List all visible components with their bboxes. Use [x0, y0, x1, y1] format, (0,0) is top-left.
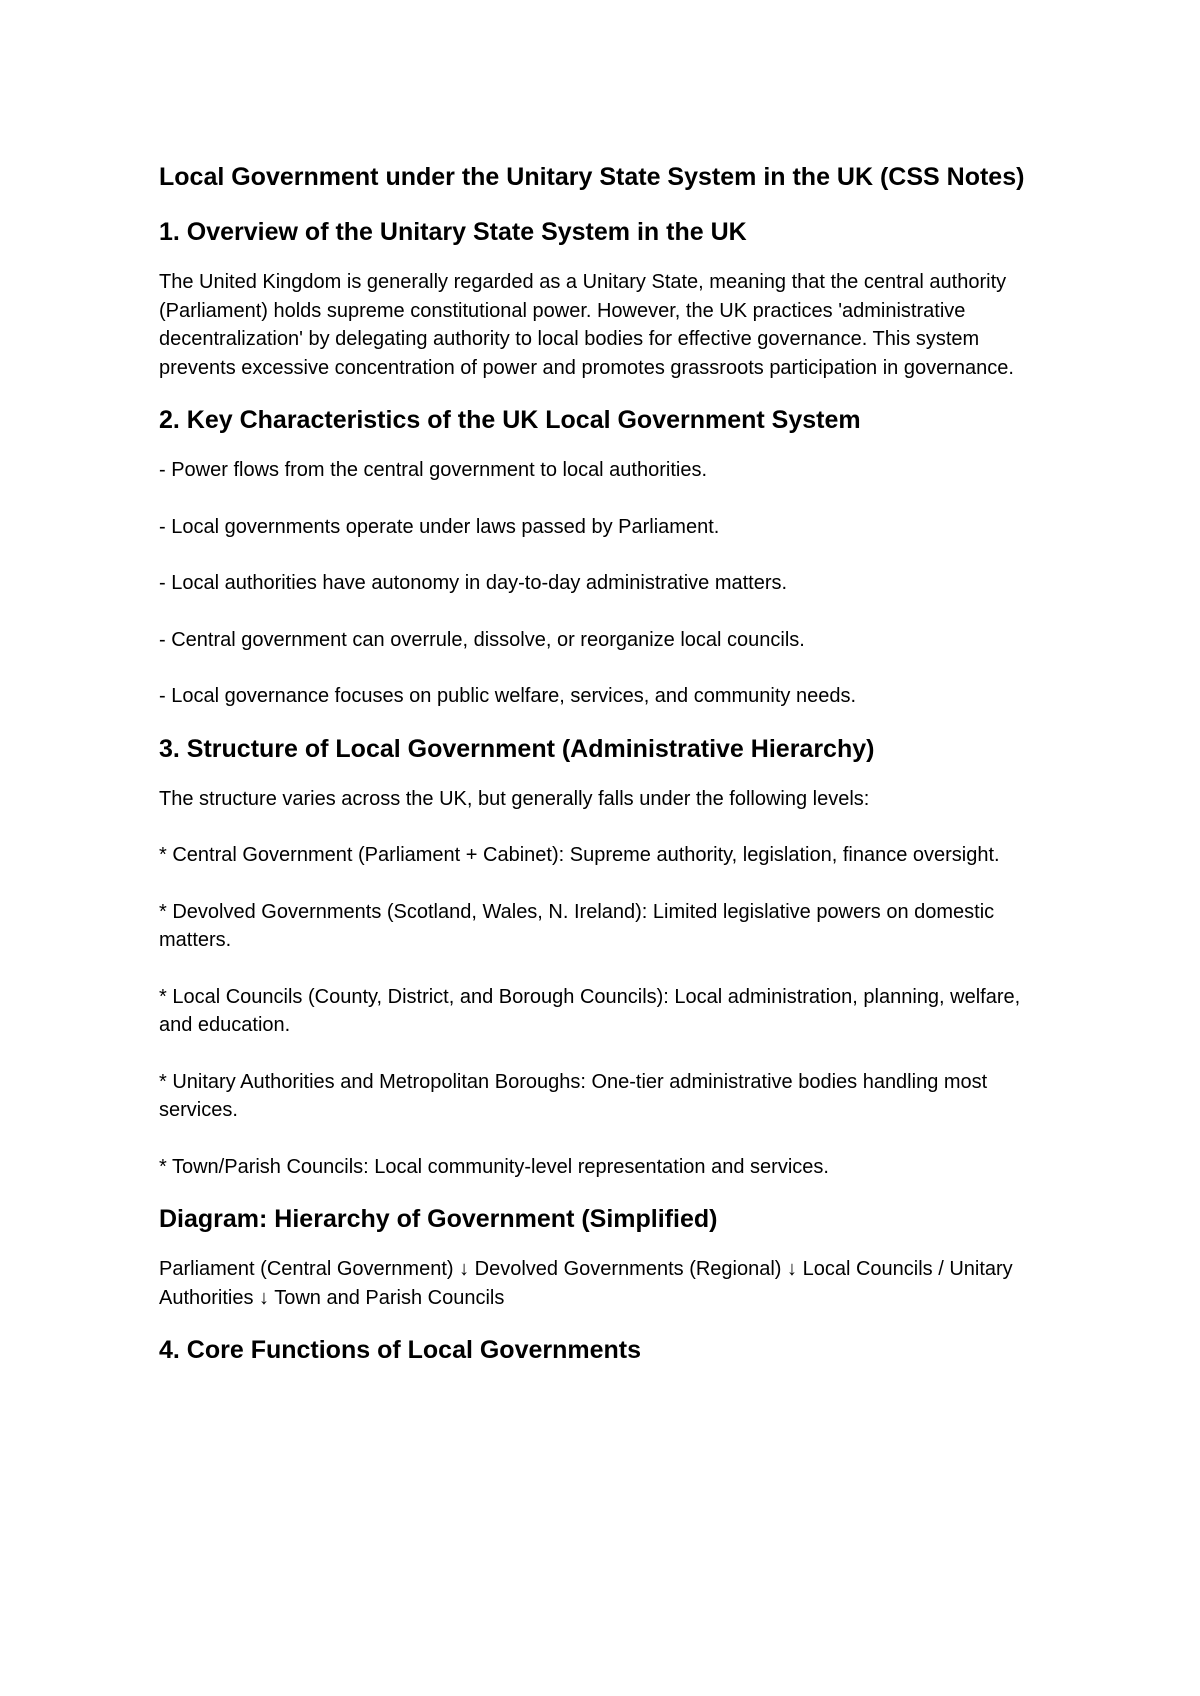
characteristic-item: - Local governments operate under laws passed by Parliament.	[159, 515, 720, 538]
characteristic-item: - Power flows from the central government to local authorities.	[159, 459, 708, 481]
hierarchy-level-item: * Local Councils (County, District, and Borough Councils): Local administration, planning, welfare, and education.	[159, 985, 1021, 1036]
document-page	[159, 160, 1059, 1367]
overview-paragraph: The United Kingdom is generally regarded as a Unitary State, meaning that the central authority (Parliament) holds supreme constitutional power. However, the UK practices 'administrative decentralization' by delegating authority to local bodies for effective governance. This system prevents excessive concentration of power and promotes grassroots participation in governance.	[159, 271, 1014, 379]
characteristic-item: - Central government can overrule, dissolve, or reorganize local councils.	[159, 628, 805, 651]
structure-intro: The structure varies across the UK, but generally falls under the following levels:	[159, 787, 870, 810]
hierarchy-diagram-text: Parliament (Central Government) ↓ Devolved Governments (Regional) ↓ Local Councils / Unitary Authorities ↓ Town and Parish Councils	[159, 1258, 1013, 1309]
document-title: Local Government under the Unitary State System in the UK (CSS Notes)	[159, 163, 1025, 191]
hierarchy-level-item: * Town/Parish Councils: Local community-level representation and services.	[159, 1155, 829, 1178]
section-heading-key-characteristics: 2. Key Characteristics of the UK Local Government System	[159, 406, 861, 434]
section-heading-core-functions: 4. Core Functions of Local Governments	[159, 1336, 642, 1364]
section-heading-structure: 3. Structure of Local Government (Administrative Hierarchy)	[159, 734, 875, 763]
section-heading-diagram: Diagram: Hierarchy of Government (Simplified)	[159, 1205, 718, 1233]
hierarchy-level-item: * Central Government (Parliament + Cabinet): Supreme authority, legislation, finance oversight.	[159, 844, 1000, 866]
section-heading-overview: 1. Overview of the Unitary State System in the UK	[159, 218, 747, 246]
hierarchy-level-item: * Unitary Authorities and Metropolitan Boroughs: One-tier administrative bodies handling most services.	[159, 1070, 988, 1121]
characteristic-item: - Local governance focuses on public welfare, services, and community needs.	[159, 685, 857, 707]
hierarchy-level-item: * Devolved Governments (Scotland, Wales, N. Ireland): Limited legislative powers on domestic matters.	[159, 900, 995, 951]
characteristic-item: - Local authorities have autonomy in day-to-day administrative matters.	[159, 572, 788, 594]
